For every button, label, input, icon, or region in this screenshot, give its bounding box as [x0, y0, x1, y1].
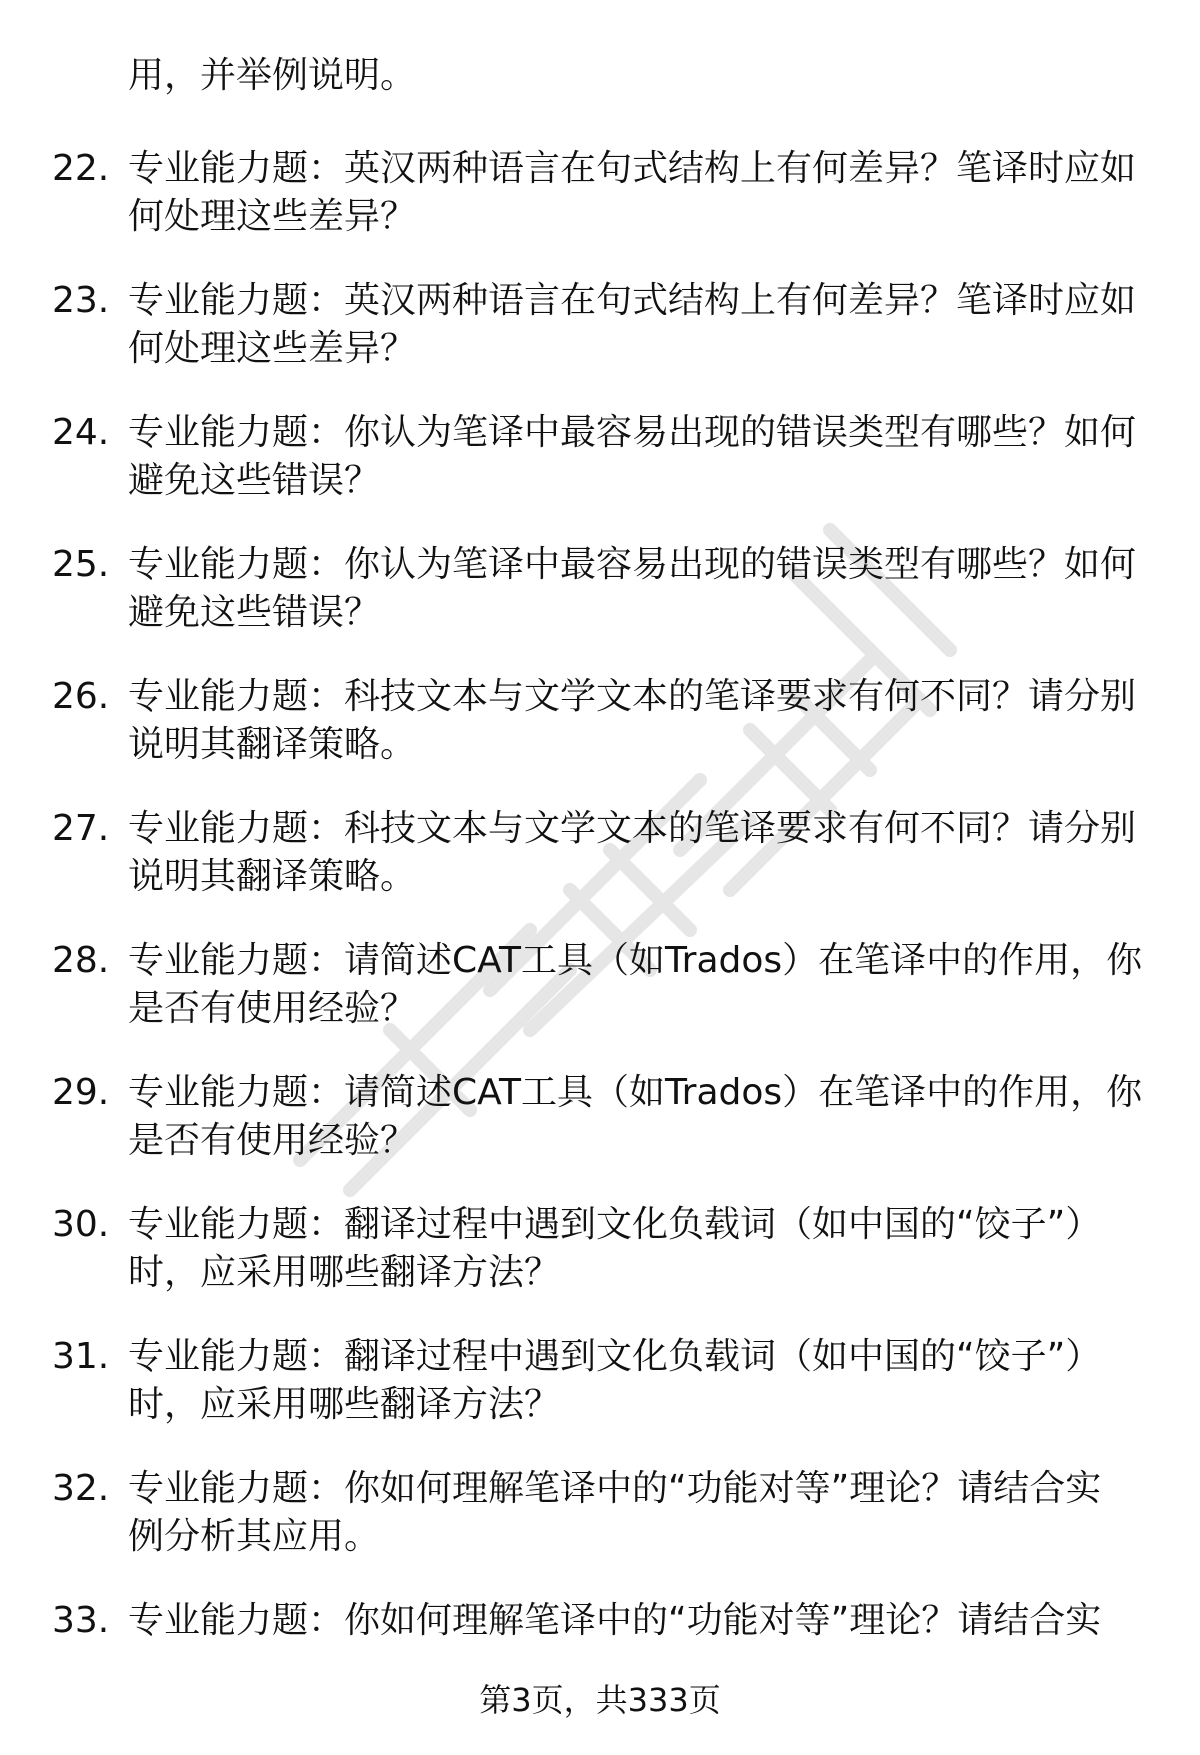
- page-footer: 第3页，共333页: [479, 1681, 721, 1719]
- question-item: [0, 1201, 1200, 1333]
- question-item: [0, 409, 1200, 541]
- question-number: 25.: [52, 544, 110, 585]
- question-number: 23.: [52, 280, 110, 321]
- question-text-line-1: 专业能力题：英汉两种语言在句式结构上有何差异？笔译时应如: [128, 280, 1137, 321]
- question-text-line-2: 例分析其应用。: [128, 1516, 381, 1557]
- question-number: 31.: [52, 1336, 110, 1377]
- question-text-line-1: 专业能力题：你认为笔译中最容易出现的错误类型有哪些？如何: [128, 412, 1137, 453]
- question-number: 28.: [52, 940, 110, 981]
- question-text-line-2: 说明其翻译策略。: [128, 724, 417, 765]
- question-item: [0, 1465, 1200, 1597]
- question-text-line-2: 时，应采用哪些翻译方法？: [128, 1384, 561, 1425]
- question-number: 24.: [52, 412, 110, 453]
- question-text-line-1: 专业能力题：你如何理解笔译中的“功能对等”理论？请结合实: [128, 1600, 1102, 1641]
- question-item: [0, 1333, 1200, 1465]
- question-item: [0, 805, 1200, 937]
- question-list: [0, 145, 1200, 1729]
- question-number: 32.: [52, 1468, 110, 1509]
- question-number: 27.: [52, 808, 110, 849]
- question-text-line-1: 专业能力题：翻译过程中遇到文化负载词（如中国的“饺子”）: [128, 1336, 1102, 1377]
- question-text-line-1: 专业能力题：科技文本与文学文本的笔译要求有何不同？请分别: [128, 676, 1137, 717]
- question-item: [0, 145, 1200, 277]
- question-text-line-1: 专业能力题：请简述CAT工具（如Trados）在笔译中的作用，你: [128, 940, 1143, 981]
- question-item: [0, 541, 1200, 673]
- question-item: [0, 277, 1200, 409]
- question-text-line-2: 何处理这些差异？: [128, 196, 417, 237]
- question-number: 29.: [52, 1072, 110, 1113]
- question-text-line-2: 时，应采用哪些翻译方法？: [128, 1252, 561, 1293]
- question-text-line-1: 专业能力题：英汉两种语言在句式结构上有何差异？笔译时应如: [128, 148, 1137, 189]
- question-text-line-1: 专业能力题：你如何理解笔译中的“功能对等”理论？请结合实: [128, 1468, 1102, 1509]
- question-text-line-1: 专业能力题：翻译过程中遇到文化负载词（如中国的“饺子”）: [128, 1204, 1102, 1245]
- question-number: 33.: [52, 1600, 110, 1641]
- question-text-line-2: 避免这些错误？: [128, 460, 381, 501]
- question-number: 22.: [52, 148, 110, 189]
- question-item: [0, 1069, 1200, 1201]
- question-text-line-2: 说明其翻译策略。: [128, 856, 417, 897]
- question-text-line-2: 避免这些错误？: [128, 592, 381, 633]
- question-item: [0, 937, 1200, 1069]
- question-item: [0, 673, 1200, 805]
- question-text-line-2: 何处理这些差异？: [128, 328, 417, 369]
- question-text-line-1: 专业能力题：你认为笔译中最容易出现的错误类型有哪些？如何: [128, 544, 1137, 585]
- question-text-line-1: 专业能力题：科技文本与文学文本的笔译要求有何不同？请分别: [128, 808, 1137, 849]
- question-text-line-1: 专业能力题：请简述CAT工具（如Trados）在笔译中的作用，你: [128, 1072, 1143, 1113]
- question-text-line-2: 是否有使用经验？: [128, 988, 417, 1029]
- question-number: 30.: [52, 1204, 110, 1245]
- question-text-line-2: 是否有使用经验？: [128, 1120, 417, 1161]
- question-number: 26.: [52, 676, 110, 717]
- continuation-text: 用，并举例说明。: [128, 55, 417, 96]
